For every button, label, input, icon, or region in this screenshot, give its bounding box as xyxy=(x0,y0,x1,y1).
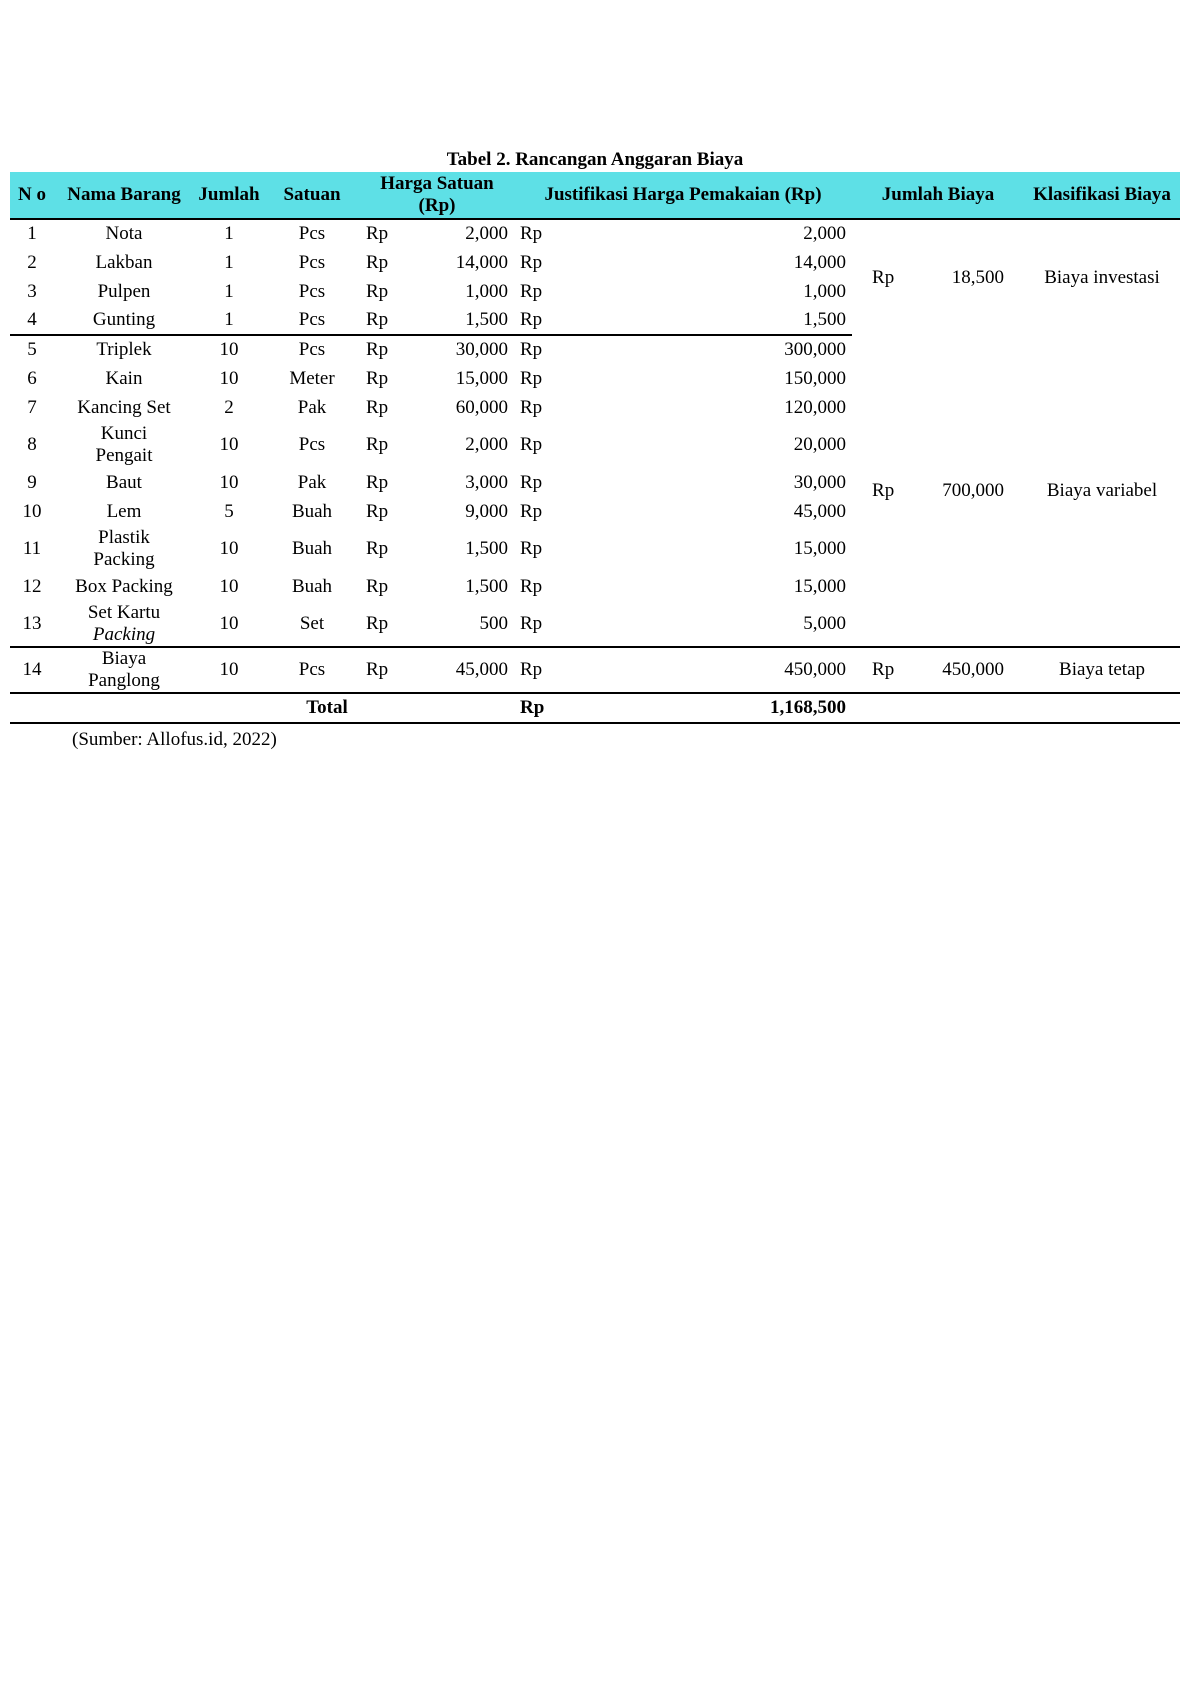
cell-currency: Rp xyxy=(520,538,543,559)
cell-harga: 2,000 xyxy=(465,434,508,455)
cell-harga: 1,000 xyxy=(465,280,508,302)
cell-currency: Rp xyxy=(366,396,389,418)
cell-currency: Rp xyxy=(360,601,416,647)
cell-harga: 14,000 xyxy=(455,251,508,273)
cell-justifikasi: 300,000 xyxy=(784,339,847,360)
cell-satuan: Pcs xyxy=(298,251,326,273)
cell-justifikasi: 450,000 xyxy=(570,647,852,693)
cell-harga: 9,000 xyxy=(465,500,508,522)
cell-nama: Lakban xyxy=(95,251,153,273)
total-currency: Rp xyxy=(514,693,570,723)
group-jumlah-biaya xyxy=(852,219,1024,335)
total-label: Total xyxy=(10,693,514,723)
total-row xyxy=(10,693,1180,723)
total-value: 1,168,500 xyxy=(570,693,852,723)
cell-nama: Baut xyxy=(106,471,142,493)
cell-no: 1 xyxy=(27,223,37,244)
currency-label: Rp xyxy=(872,266,895,288)
header-klasifikasi: Klasifikasi Biaya xyxy=(1024,172,1180,219)
table-row xyxy=(10,335,1180,364)
cell-jumlah: 5 xyxy=(224,500,234,522)
currency-label: Rp xyxy=(872,659,895,680)
cell-justifikasi: 15,000 xyxy=(793,538,847,559)
cell-satuan: Buah xyxy=(291,575,333,597)
cell-currency: Rp xyxy=(366,471,389,493)
cell-no: 9 xyxy=(27,471,37,493)
header-justifikasi: Justifikasi Harga Pemakaian (Rp) xyxy=(514,172,852,219)
cell-jumlah: 10 xyxy=(219,538,239,559)
cell-currency: Rp xyxy=(520,367,543,389)
cell-currency: Rp xyxy=(366,367,389,389)
table-source: (Sumber: Allofus.id, 2022) xyxy=(72,729,277,750)
cell-jumlah: 1 xyxy=(224,223,234,244)
cell-currency: Rp xyxy=(520,434,543,455)
nama-line-italic: Packing xyxy=(92,623,156,645)
group-amount: 700,000 xyxy=(942,479,1005,501)
cell-currency: Rp xyxy=(514,647,570,693)
cell-no: 3 xyxy=(27,280,37,302)
cell-jumlah: 1 xyxy=(194,306,264,335)
cell-nama: Triplek xyxy=(96,339,152,360)
cell-jumlah: 10 xyxy=(219,367,239,389)
cell-satuan: Pcs xyxy=(298,223,326,244)
cell-no: 4 xyxy=(10,306,54,335)
cell-currency: Rp xyxy=(514,601,570,647)
header-jumlah: Jumlah xyxy=(194,172,264,219)
cell-currency: Rp xyxy=(520,500,543,522)
group-jumlah-biaya xyxy=(852,647,1024,693)
cell-jumlah: 10 xyxy=(194,601,264,647)
cell-harga: 1,500 xyxy=(465,575,508,597)
cell-currency: Rp xyxy=(520,251,543,273)
cell-justifikasi: 1,000 xyxy=(803,280,847,302)
cell-justifikasi: 2,000 xyxy=(803,223,847,244)
table-row xyxy=(10,219,1180,248)
header-jumlah-biaya: Jumlah Biaya xyxy=(852,172,1024,219)
total-empty-cell xyxy=(1024,693,1180,723)
group-klasifikasi: Biaya investasi xyxy=(1044,266,1160,288)
cell-satuan: Buah xyxy=(291,538,333,559)
cell-jumlah: 2 xyxy=(224,396,234,418)
header-nama-barang: Nama Barang xyxy=(54,172,194,219)
cell-harga: 60,000 xyxy=(455,396,508,418)
cell-nama xyxy=(54,601,194,647)
cell-jumlah: 10 xyxy=(194,647,264,693)
cell-harga: 2,000 xyxy=(465,223,508,244)
header-harga-satuan: Harga Satuan (Rp) xyxy=(360,172,514,219)
cell-no: 2 xyxy=(27,251,37,273)
cell-currency: Rp xyxy=(366,500,389,522)
cell-no: 7 xyxy=(27,396,37,418)
cell-justifikasi: 45,000 xyxy=(793,500,847,522)
cell-harga: 30,000 xyxy=(455,339,508,360)
cell-satuan: Pcs xyxy=(264,647,360,693)
cell-no: 5 xyxy=(27,339,37,360)
cell-no: 12 xyxy=(22,575,42,597)
cell-satuan: Pak xyxy=(297,471,327,493)
cell-jumlah: 1 xyxy=(224,251,234,273)
table-row xyxy=(10,647,1180,693)
group-amount: 450,000 xyxy=(942,659,1005,680)
group-klasifikasi: Biaya variabel xyxy=(1024,335,1180,647)
cell-justifikasi: 20,000 xyxy=(793,434,847,455)
cell-nama: Pulpen xyxy=(97,280,151,302)
cell-jumlah: 1 xyxy=(224,280,234,302)
table-caption: Tabel 2. Rancangan Anggaran Biaya xyxy=(446,149,744,170)
cell-currency: Rp xyxy=(520,396,543,418)
cell-harga: 15,000 xyxy=(455,367,508,389)
cell-currency: Rp xyxy=(366,280,389,302)
cell-satuan: Pcs xyxy=(298,434,326,455)
cell-harga: 3,000 xyxy=(465,471,508,493)
group-klasifikasi: Biaya tetap xyxy=(1024,647,1180,693)
cell-justifikasi: 15,000 xyxy=(793,575,847,597)
cell-jumlah: 10 xyxy=(219,575,239,597)
cell-jumlah: 10 xyxy=(219,471,239,493)
cell-justifikasi: 150,000 xyxy=(784,367,847,389)
cell-satuan: Pcs xyxy=(264,306,360,335)
cell-currency: Rp xyxy=(366,223,389,244)
cell-jumlah: 10 xyxy=(219,434,239,455)
cell-harga: 500 xyxy=(416,601,514,647)
cell-harga: 1,500 xyxy=(416,306,514,335)
cell-nama: Kancing Set xyxy=(77,396,171,418)
cell-nama: Gunting xyxy=(54,306,194,335)
currency-label: Rp xyxy=(872,479,895,501)
cell-currency: Rp xyxy=(360,647,416,693)
cell-satuan: Set xyxy=(264,601,360,647)
total-empty-cell xyxy=(852,693,1024,723)
cell-harga: 45,000 xyxy=(416,647,514,693)
cell-nama: Lem xyxy=(106,500,142,522)
cell-satuan: Pak xyxy=(297,396,327,418)
cell-satuan: Pcs xyxy=(298,339,326,360)
cell-harga: 1,500 xyxy=(465,538,508,559)
cell-currency: Rp xyxy=(520,471,543,493)
cell-currency: Rp xyxy=(366,575,389,597)
cell-satuan: Buah xyxy=(291,500,333,522)
group-jumlah-biaya xyxy=(852,335,1024,647)
cell-currency: Rp xyxy=(366,251,389,273)
cell-justifikasi: 5,000 xyxy=(570,601,852,647)
cell-satuan: Pcs xyxy=(298,280,326,302)
cell-nama: Kunci Pengait xyxy=(95,423,153,466)
cell-justifikasi: 120,000 xyxy=(784,396,847,418)
group-amount: 18,500 xyxy=(951,266,1005,288)
header-row xyxy=(10,172,1180,219)
cell-currency: Rp xyxy=(366,538,389,559)
cell-currency: Rp xyxy=(514,306,570,335)
cell-currency: Rp xyxy=(366,434,389,455)
document xyxy=(10,148,1180,752)
cell-justifikasi: 14,000 xyxy=(793,251,847,273)
header-no: N o xyxy=(10,172,54,219)
cell-nama: Biaya Panglong xyxy=(54,647,194,693)
cell-jumlah: 10 xyxy=(219,339,239,360)
cell-no: 11 xyxy=(22,538,42,559)
cell-nama: Plastik Packing xyxy=(93,527,155,570)
cell-currency: Rp xyxy=(366,339,389,360)
cell-nama: Kain xyxy=(105,367,143,389)
nama-line: Set Kartu xyxy=(87,601,161,623)
header-satuan: Satuan xyxy=(264,172,360,219)
cell-no: 13 xyxy=(10,601,54,647)
cell-justifikasi: 1,500 xyxy=(570,306,852,335)
cell-nama: Nota xyxy=(105,223,143,244)
cell-currency: Rp xyxy=(360,306,416,335)
cell-no: 6 xyxy=(27,367,37,389)
cell-no: 8 xyxy=(27,434,37,455)
cell-justifikasi: 30,000 xyxy=(793,471,847,493)
cell-currency: Rp xyxy=(520,223,543,244)
cell-currency: Rp xyxy=(520,280,543,302)
cell-no: 14 xyxy=(10,647,54,693)
cell-currency: Rp xyxy=(520,575,543,597)
cell-satuan: Meter xyxy=(289,367,335,389)
cell-currency: Rp xyxy=(520,339,543,360)
budget-table xyxy=(10,172,1180,724)
cell-nama: Box Packing xyxy=(75,575,173,597)
cell-no: 10 xyxy=(22,500,42,522)
